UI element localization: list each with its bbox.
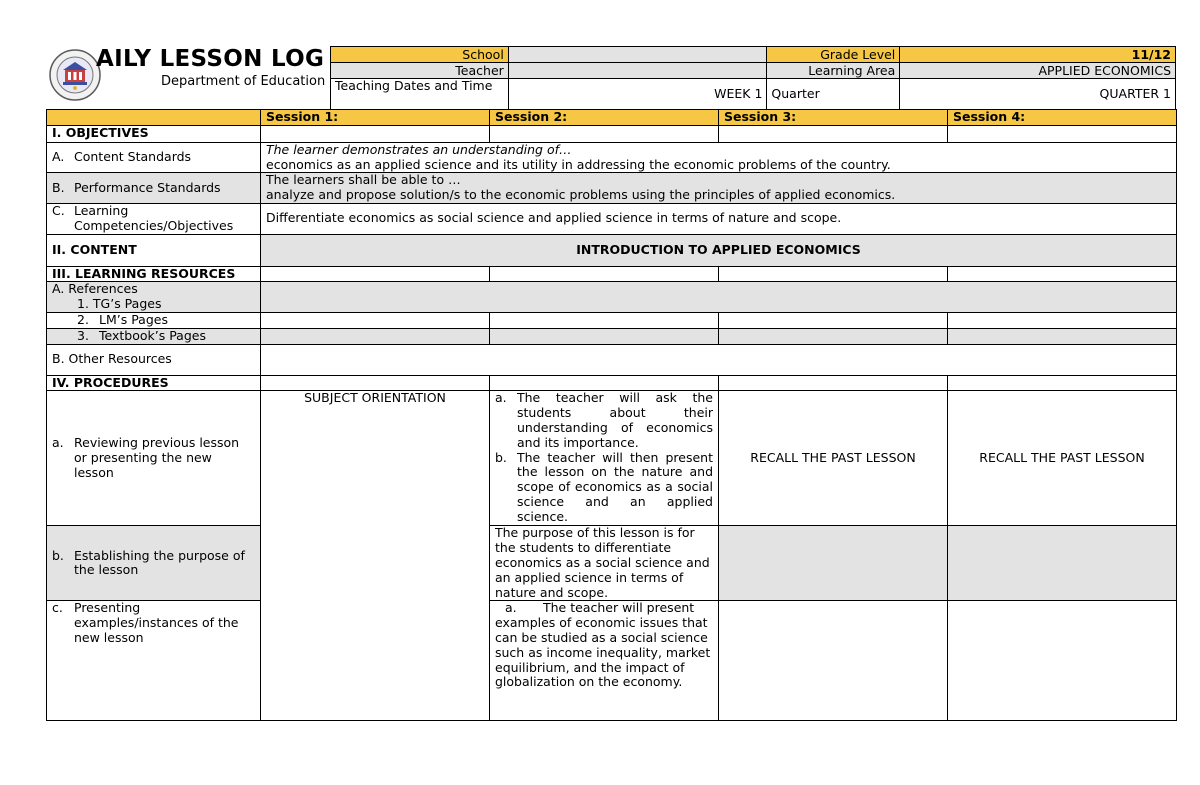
content-row bbox=[47, 234, 1177, 266]
learning-area-label: Learning Area bbox=[767, 63, 900, 79]
teacher-label: Teacher bbox=[331, 63, 509, 79]
procedure-a-session-4[interactable]: RECALL THE PAST LESSON bbox=[948, 391, 1177, 526]
objectives-heading-row bbox=[47, 125, 1177, 142]
textbook-pages-s2[interactable] bbox=[490, 328, 719, 344]
references-row bbox=[47, 282, 1177, 313]
procedure-b-session-2[interactable]: The purpose of this lesson is for the students to differentiate economics as a social science and an applied science in terms of nature and scope. bbox=[490, 526, 719, 601]
objectives-heading: I. OBJECTIVES bbox=[47, 125, 261, 142]
content-heading: II. CONTENT bbox=[47, 234, 261, 266]
procedures-heading-row bbox=[47, 375, 1177, 391]
school-field[interactable] bbox=[508, 47, 767, 63]
other-resources-value[interactable] bbox=[261, 344, 1177, 375]
procedure-c-row bbox=[47, 601, 1177, 721]
other-resources-row bbox=[47, 344, 1177, 375]
procedure-c-session-2[interactable]: a. The teacher will present examples of economic issues that can be studied as a social science such as income inequality, market equilibrium, and the impact of globalization on the economy. bbox=[490, 601, 719, 721]
teaching-dates-label: Teaching Dates and Time bbox=[331, 79, 509, 110]
meta-table bbox=[330, 46, 1176, 110]
lm-pages-row bbox=[47, 312, 1177, 328]
learning-resources-heading: III. LEARNING RESOURCES bbox=[47, 266, 261, 282]
quarter-label: Quarter bbox=[767, 79, 900, 110]
learning-area-value[interactable]: APPLIED ECONOMICS bbox=[900, 63, 1176, 79]
procedure-a-session-3[interactable]: RECALL THE PAST LESSON bbox=[719, 391, 948, 526]
deped-seal-icon bbox=[48, 48, 102, 102]
procedure-c-label: c. Presenting examples/instances of the new lesson bbox=[47, 601, 261, 721]
lesson-table bbox=[46, 109, 1177, 721]
session-4-header: Session 4: bbox=[948, 110, 1177, 126]
textbook-pages-s1[interactable] bbox=[261, 328, 490, 344]
content-standards-row bbox=[47, 142, 1177, 173]
department-name: Department of Education bbox=[161, 74, 326, 89]
textbook-pages-label: 3. Textbook’s Pages bbox=[47, 328, 261, 344]
procedure-b-session-4[interactable] bbox=[948, 526, 1177, 601]
performance-standards-label: B. Performance Standards bbox=[47, 173, 261, 204]
grade-level-value[interactable]: 11/12 bbox=[900, 47, 1176, 63]
performance-standards-value[interactable]: The learners shall be able to … analyze and propose solution/s to the economic problems using the principles of applied economics. bbox=[261, 173, 1177, 204]
content-standards-value[interactable]: The learner demonstrates an understanding of… economics as an applied science and its utility in addressing the economic problems of the country. bbox=[261, 142, 1177, 173]
textbook-pages-s4[interactable] bbox=[948, 328, 1177, 344]
procedure-b-label: b. Establishing the purpose of the lesson bbox=[47, 526, 261, 601]
quarter-value[interactable]: QUARTER 1 bbox=[900, 79, 1176, 110]
lm-pages-label: 2. LM’s Pages bbox=[47, 312, 261, 328]
procedure-a-label: a. Reviewing previous lesson or presenting the new lesson bbox=[47, 391, 261, 526]
lm-pages-s2[interactable] bbox=[490, 312, 719, 328]
performance-standards-row bbox=[47, 173, 1177, 204]
procedure-session-1[interactable]: SUBJECT ORIENTATION bbox=[261, 391, 490, 721]
procedure-a-session-2[interactable]: a. The teacher will ask the students about their understanding of economics and its importance. b. The teacher will then present the lesson on the nature and scope of economics as a social science and an applied science. bbox=[490, 391, 719, 526]
other-resources-label: B. Other Resources bbox=[47, 344, 261, 375]
grade-level-label: Grade Level bbox=[767, 47, 900, 63]
content-value[interactable]: INTRODUCTION TO APPLIED ECONOMICS bbox=[261, 234, 1177, 266]
learning-resources-heading-row bbox=[47, 266, 1177, 282]
school-label: School bbox=[331, 47, 509, 63]
document-title: AILY LESSON LOG bbox=[96, 46, 325, 72]
session-3-header: Session 3: bbox=[719, 110, 948, 126]
procedure-b-row bbox=[47, 526, 1177, 601]
session-header-row bbox=[47, 110, 1177, 126]
textbook-pages-s3[interactable] bbox=[719, 328, 948, 344]
content-standards-label: A. Content Standards bbox=[47, 142, 261, 173]
learning-competencies-label: C. Learning Competencies/Objectives bbox=[47, 203, 261, 234]
textbook-pages-row bbox=[47, 328, 1177, 344]
tg-pages-value[interactable] bbox=[261, 282, 1177, 313]
week-value[interactable]: WEEK 1 bbox=[508, 79, 767, 110]
procedures-heading: IV. PROCEDURES bbox=[47, 375, 261, 391]
learning-competencies-row bbox=[47, 203, 1177, 234]
procedure-b-session-3[interactable] bbox=[719, 526, 948, 601]
teacher-field[interactable] bbox=[508, 63, 767, 79]
lm-pages-s1[interactable] bbox=[261, 312, 490, 328]
procedure-a-row bbox=[47, 391, 1177, 526]
session-2-header: Session 2: bbox=[490, 110, 719, 126]
lm-pages-s3[interactable] bbox=[719, 312, 948, 328]
header bbox=[46, 46, 1176, 109]
procedure-c-session-4[interactable] bbox=[948, 601, 1177, 721]
references-label: A. References 1. TG’s Pages bbox=[47, 282, 261, 313]
learning-competencies-value[interactable]: Differentiate economics as social science and applied science in terms of nature and scope. bbox=[261, 203, 1177, 234]
session-1-header: Session 1: bbox=[261, 110, 490, 126]
lm-pages-s4[interactable] bbox=[948, 312, 1177, 328]
procedure-c-session-3[interactable] bbox=[719, 601, 948, 721]
